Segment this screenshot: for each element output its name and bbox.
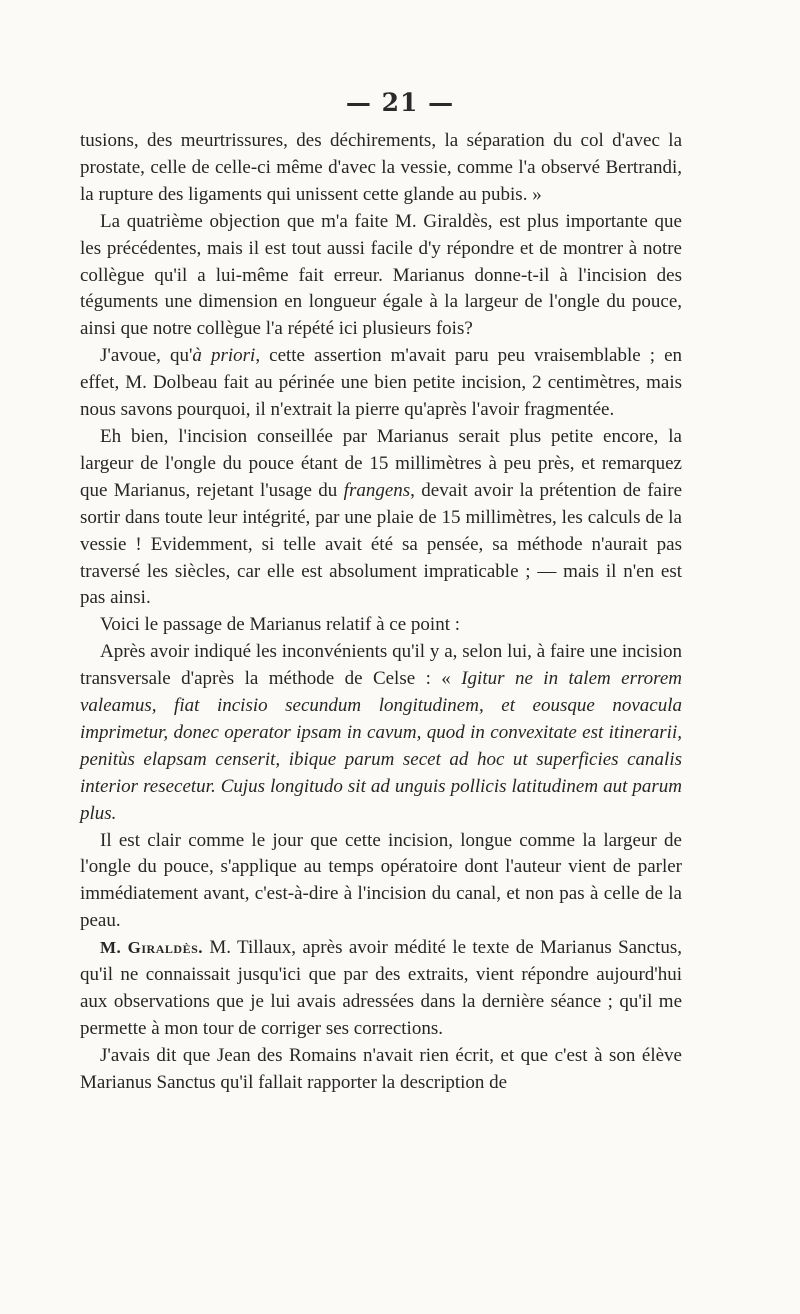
paragraph-3-text-a: J'avoue, qu' xyxy=(100,345,193,367)
paragraph-6 xyxy=(80,639,682,827)
paragraph-4 xyxy=(80,424,682,612)
paragraph-3 xyxy=(80,343,682,424)
paragraph-4-italic: frangens xyxy=(343,479,411,501)
body-text xyxy=(80,128,682,1097)
paragraph-9: J'avais dit que Jean des Romains n'avait rien écrit, et que c'est à son élève Marianus Sanctus qu'il fallait rapporter la description de xyxy=(80,1044,682,1093)
paragraph-4-text-a: Eh bien, l'incision conseillée par Marianus serait plus petite encore, la largeur de l'ongle du pouce étant de 15 millimètres à peu près, et remarquez que Marianus, rejetant l'usage du xyxy=(80,425,682,501)
page-number: — 21 — xyxy=(345,88,455,117)
paragraph-5: Voici le passage de Marianus relatif à ce point : xyxy=(100,614,460,636)
paragraph-7: Il est clair comme le jour que cette incision, longue comme la largeur de l'ongle du pouce, s'applique au temps opératoire dont l'auteur vient de parler immédiatement avant, c'est-à-dire à l'incision du canal, et non pas à celle de la peau. xyxy=(80,829,682,932)
paragraph-8-text: M. Tillaux, après avoir médité le texte de Marianus Sanctus, qu'il ne connaissait jusqu'ici que par des extraits, vient répondre aujourd'hui aux observations que je lui avais adressées dans la dernière séance ; qu'il me permette à mon tour de corriger ses corrections. xyxy=(80,937,682,1039)
paragraph-2: La quatrième objection que m'a faite M. Giraldès, est plus importante que les précédentes, mais il est tout aussi facile d'y répondre et de montrer à notre collègue qu'il a lui-même fait erreur. Marianus donne-t-il à l'incision des téguments une dimension en longueur égale à la largeur de l'ongle du pouce, ainsi que notre collègue l'a répété ici plusieurs fois? xyxy=(80,210,682,340)
paragraph-4-text-b: , devait avoir la prétention de faire sortir dans toute leur intégrité, par une plaie de 15 millimètres, les calculs de la vessie ! Evidemment, si telle avait été sa pensée, sa méthode n'aurait pas traversé les siècles, car elle est absolument impraticable ; — mais il n'en est pas ainsi. xyxy=(80,479,683,609)
paragraph-3-text-b: , cette assertion m'avait paru peu vraisemblable ; en effet, M. Dolbeau fait au périnée une bien petite incision, 2 centimètres, mais nous savons pourquoi, il n'extrait la pierre qu'après l'avoir fragmentée. xyxy=(80,345,682,421)
paragraph-3-italic: à priori xyxy=(192,345,256,367)
speaker-name: M. Giraldès. xyxy=(100,938,203,958)
latin-quotation: Igitur ne in talem errorem valeamus, fiat incisio secundum longitudinem, et eousque novacula imprimetur, donec operator ipsam in cavum, quod in convexitate est itinerarii, penitùs elapsam censerit, ibique parum secet ad hoc ut superficies canalis interior resecetur. Cujus longitudo sit ad unguis pollicis latitudinem aut parum plus. xyxy=(80,668,683,824)
paragraph-6-text-a: Après avoir indiqué les inconvénients qu'il y a, selon lui, à faire une incision transversale d'après la méthode de Celse : « xyxy=(80,641,682,690)
paragraph-8 xyxy=(80,935,682,1043)
paragraph-1: tusions, des meurtrissures, des déchirements, la séparation du col d'avec la prostate, celle de celle-ci même d'avec la vessie, comme l'a observé Bertrandi, la rupture des ligaments qui unissent cette glande au pubis. » xyxy=(80,130,682,205)
